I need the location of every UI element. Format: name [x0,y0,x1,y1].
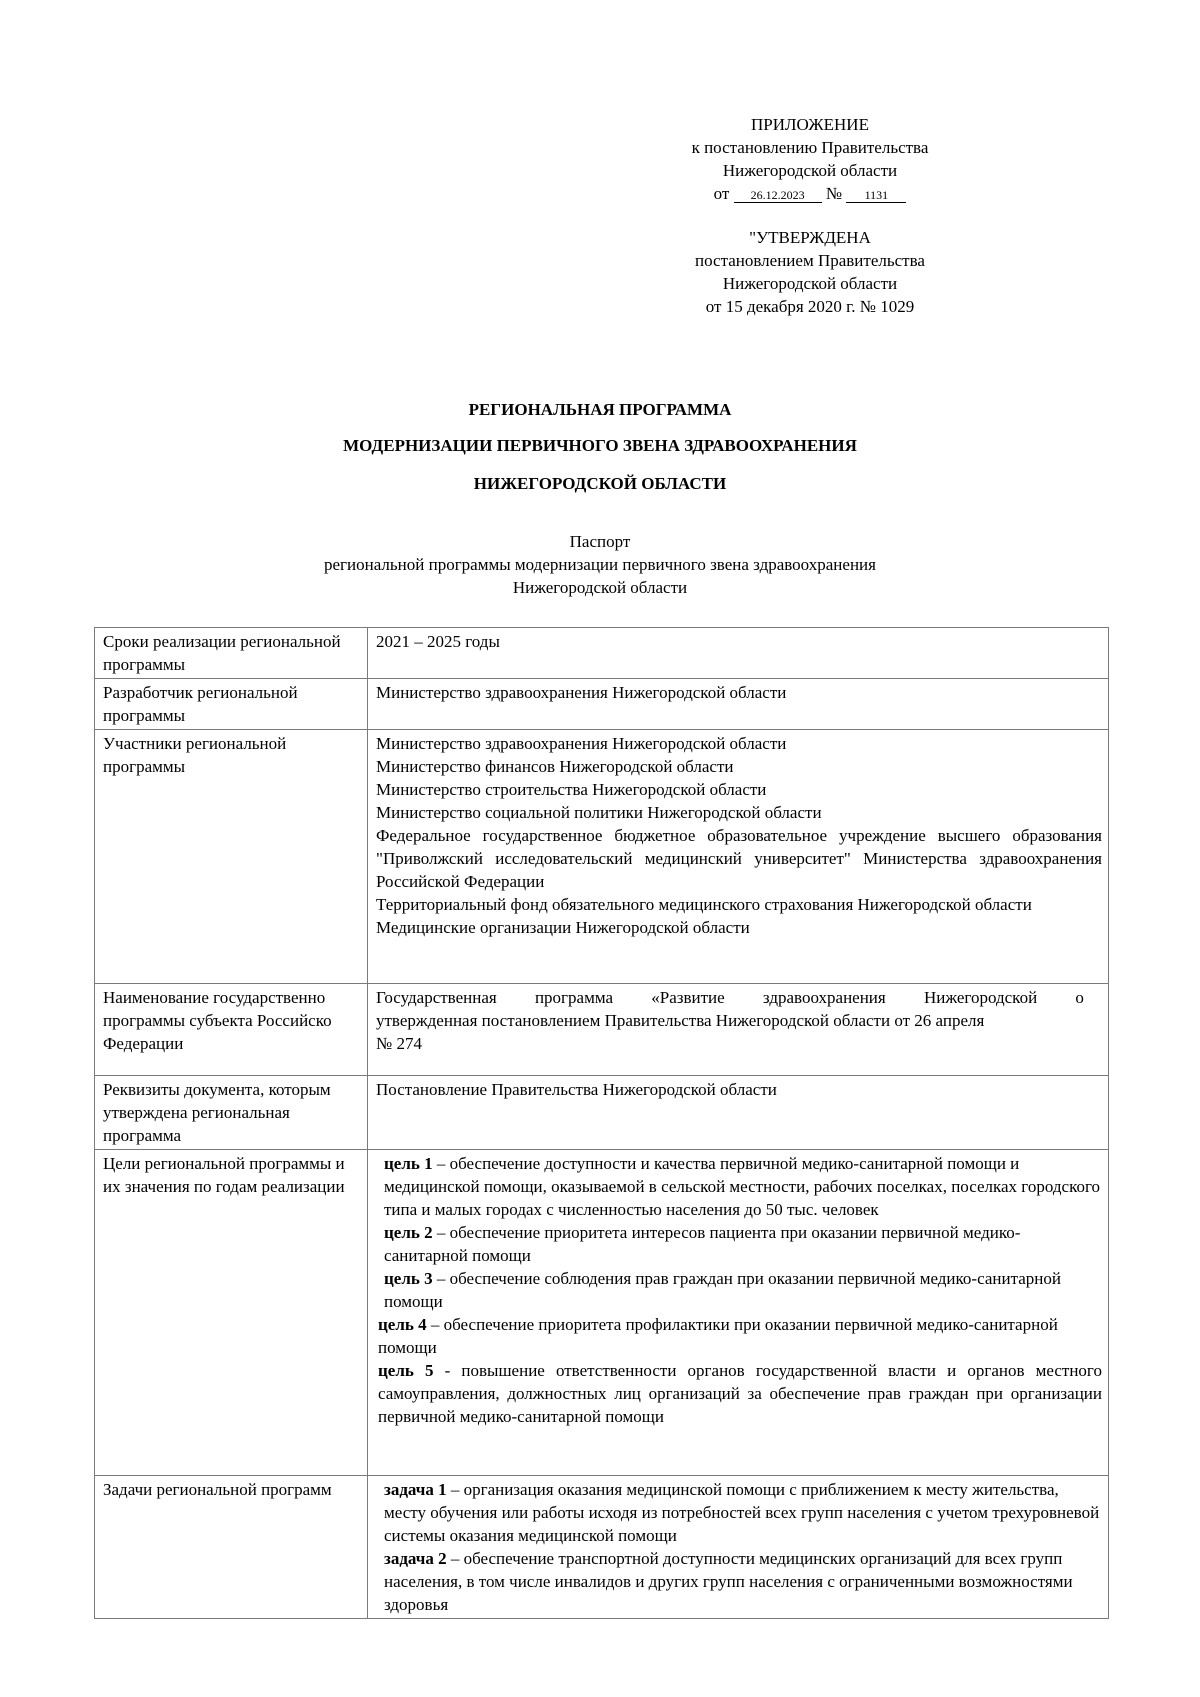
row-value [368,984,1109,1076]
goal-label: цель 2 [384,1223,433,1242]
passport-subtitle: региональной программы модернизации первичного звена здравоохранения [324,555,876,574]
task-text: – обеспечение транспортной доступности медицинских организаций для всех групп населения, в том числе инвалидов и других групп населения с ограниченными возможностями здоровья [384,1549,1073,1614]
row-label: Цели региональной программы и их значения по годам реализации [95,1150,368,1476]
goal-label: цель 5 [378,1361,434,1380]
row-value [368,1476,1109,1619]
table-row [95,1076,1109,1150]
row-value-line: утвержденная постановлением Правительства Нижегородской области от 26 апреля [376,1011,985,1030]
goal-label: цель 4 [378,1315,427,1334]
goal-item [376,1221,1102,1267]
participant: Министерство здравоохранения Нижегородской области [376,734,787,753]
participant: Министерство социальной политики Нижегородской области [376,803,822,822]
row-value: 2021 – 2025 годы [368,628,1109,679]
row-value: Министерство здравоохранения Нижегородской области [368,679,1109,730]
participant: Медицинские организации Нижегородской области [376,918,750,937]
participant: Федеральное государственное бюджетное образовательное учреждение высшего образования "Приволжский исследовательский медицинский университет" Министерства здравоохранения Российской Федерации [376,826,1102,891]
row-label: Реквизиты документа, которым утверждена региональная программа [95,1076,368,1150]
goal-item [376,1313,1102,1359]
approved-title: "УТВЕРЖДЕНА [749,228,871,247]
row-value [368,730,1109,984]
date-prefix: от [713,184,730,203]
program-title-line-1: РЕГИОНАЛЬНАЯ ПРОГРАММА [468,400,732,419]
approved-line: Нижегородской области [722,274,898,293]
table-row [95,984,1109,1076]
appendix-line: Нижегородской области [722,161,898,180]
row-label: Участники региональной программы [95,730,368,984]
passport-heading [0,530,1200,599]
table-row [95,679,1109,730]
appendix-line: к постановлению Правительства [691,138,929,157]
passport-table [94,627,1109,1619]
approved-line: постановлением Правительства [695,251,925,270]
appendix-title: ПРИЛОЖЕНИЕ [751,115,869,134]
row-label-line: Наименование государственно [103,988,326,1007]
task-label: задача 2 [384,1549,447,1568]
passport-subtitle: Нижегородской области [512,578,688,597]
goal-label: цель 1 [384,1154,433,1173]
passport-title: Паспорт [569,532,631,551]
row-label [95,984,368,1076]
task-item [376,1478,1102,1547]
row-value-line: № 274 [376,1034,422,1053]
number-sign: № [825,184,843,203]
row-label: Разработчик региональной программы [95,679,368,730]
table-row [95,1150,1109,1476]
appendix-block [560,113,1060,205]
participant: Министерство финансов Нижегородской области [376,757,734,776]
program-title-line-2: МОДЕРНИЗАЦИИ ПЕРВИЧНОГО ЗВЕНА ЗДРАВООХРАНЕНИЯ [343,436,857,455]
row-label-line: программы субъекта Российско [103,1011,332,1030]
approved-line: от 15 декабря 2020 г. № 1029 [705,297,915,316]
task-label: задача 1 [384,1480,447,1499]
task-text: – организация оказания медицинской помощи с приближением к месту жительства, месту обучения или работы исходя из потребностей всех групп населения с учетом трехуровневой системы оказания медицинской помощи [384,1480,1100,1545]
program-title-line-3: НИЖЕГОРОДСКОЙ ОБЛАСТИ [473,474,727,493]
appendix-date: 26.12.2023 [734,188,822,203]
goal-label: цель 3 [384,1269,433,1288]
goal-text: – обеспечение приоритета интересов пациента при оказании первичной медико-санитарной помощи [384,1223,1021,1265]
participant: Территориальный фонд обязательного медицинского страхования Нижегородской области [376,895,1032,914]
table-row [95,628,1109,679]
goal-text: – обеспечение соблюдения прав граждан при оказании первичной медико-санитарной помощи [384,1269,1061,1311]
appendix-dateline [714,182,907,205]
goal-item [376,1359,1102,1428]
goal-text: – обеспечение доступности и качества первичной медико-санитарной помощи и медицинской помощи, оказываемой в сельской местности, рабочих поселках, поселках городского типа и малых городах с численностью населения до 50 тыс. человек [384,1154,1101,1219]
approved-block [560,226,1060,318]
goal-item [376,1267,1102,1313]
row-value: Постановление Правительства Нижегородской области [368,1076,1109,1150]
row-value [368,1150,1109,1476]
goal-text: – обеспечение приоритета профилактики при оказании первичной медико-санитарной помощи [378,1315,1058,1357]
row-value-line: Государственная программа «Развитие здравоохранения Нижегородской о [376,988,1084,1007]
row-label: Задачи региональной программ [95,1476,368,1619]
table-row [95,730,1109,984]
participant: Министерство строительства Нижегородской области [376,780,767,799]
appendix-number: 1131 [846,188,906,203]
table-row [95,1476,1109,1619]
goal-item [376,1152,1102,1221]
row-label-line: Федерации [103,1034,184,1053]
goal-text: - повышение ответственности органов государственной власти и органов местного самоуправления, должностных лиц организаций за обеспечение прав граждан при организации первичной медико-санитарной помощи [378,1361,1102,1426]
row-label: Сроки реализации региональной программы [95,628,368,679]
task-item [376,1547,1102,1616]
